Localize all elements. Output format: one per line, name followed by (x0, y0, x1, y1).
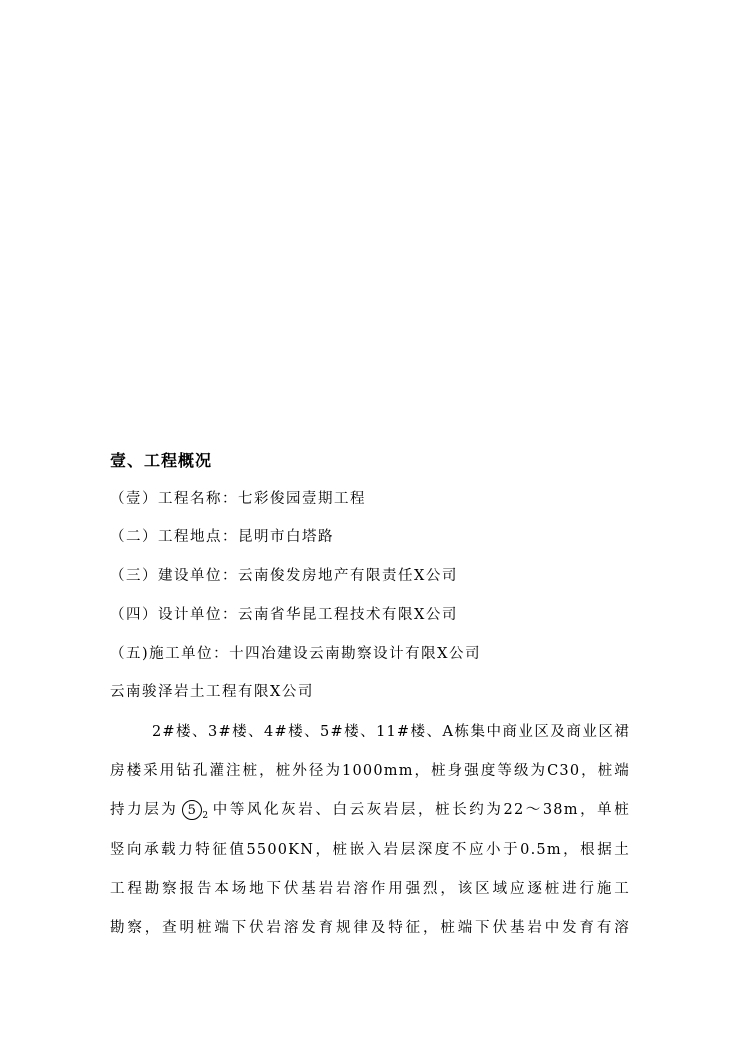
project-name-line: （壹）工程名称：七彩俊园壹期工程 (110, 491, 366, 507)
paragraph-line-4: 竖向承载力特征值5500KN，桩嵌入岩层深度不应小于0.5m，根据土 (110, 842, 630, 858)
paragraph-line-3 (110, 798, 630, 821)
designer-line: （四）设计单位：云南省华昆工程技术有限X公司 (110, 607, 458, 623)
project-location-line: （二）工程地点：昆明市白塔路 (110, 529, 334, 545)
paragraph-line-1: 2#楼、3#楼、4#楼、5#楼、11#楼、A栋集中商业区及商业区裙 (152, 724, 630, 740)
paragraph-line-3-end: 中等风化灰岩、白云灰岩层，桩长约为22～38m，单桩 (211, 802, 630, 818)
developer-line: （三）建设单位：云南俊发房地产有限责任X公司 (110, 568, 458, 584)
stratum-subscript: 2 (202, 811, 210, 821)
contractor-line-2: 云南骏泽岩土工程有限X公司 (110, 684, 314, 700)
stratum-circle-badge: 5 (182, 800, 202, 820)
paragraph-line-3-start: 持力层为 (110, 802, 179, 818)
paragraph-line-6: 勘察，查明桩端下伏岩溶发育规律及特征，桩端下伏基岩中发育有溶 (110, 920, 630, 936)
contractor-line: （五)施工单位：十四冶建设云南勘察设计有限X公司 (110, 646, 481, 662)
section-title: 壹、工程概况 (110, 451, 213, 470)
paragraph-line-2: 房楼采用钻孔灌注桩，桩外径为1000mm，桩身强度等级为C30，桩端 (110, 763, 630, 779)
paragraph-line-5: 工程勘察报告本场地下伏基岩岩溶作用强烈，该区域应逐桩进行施工 (110, 881, 630, 897)
